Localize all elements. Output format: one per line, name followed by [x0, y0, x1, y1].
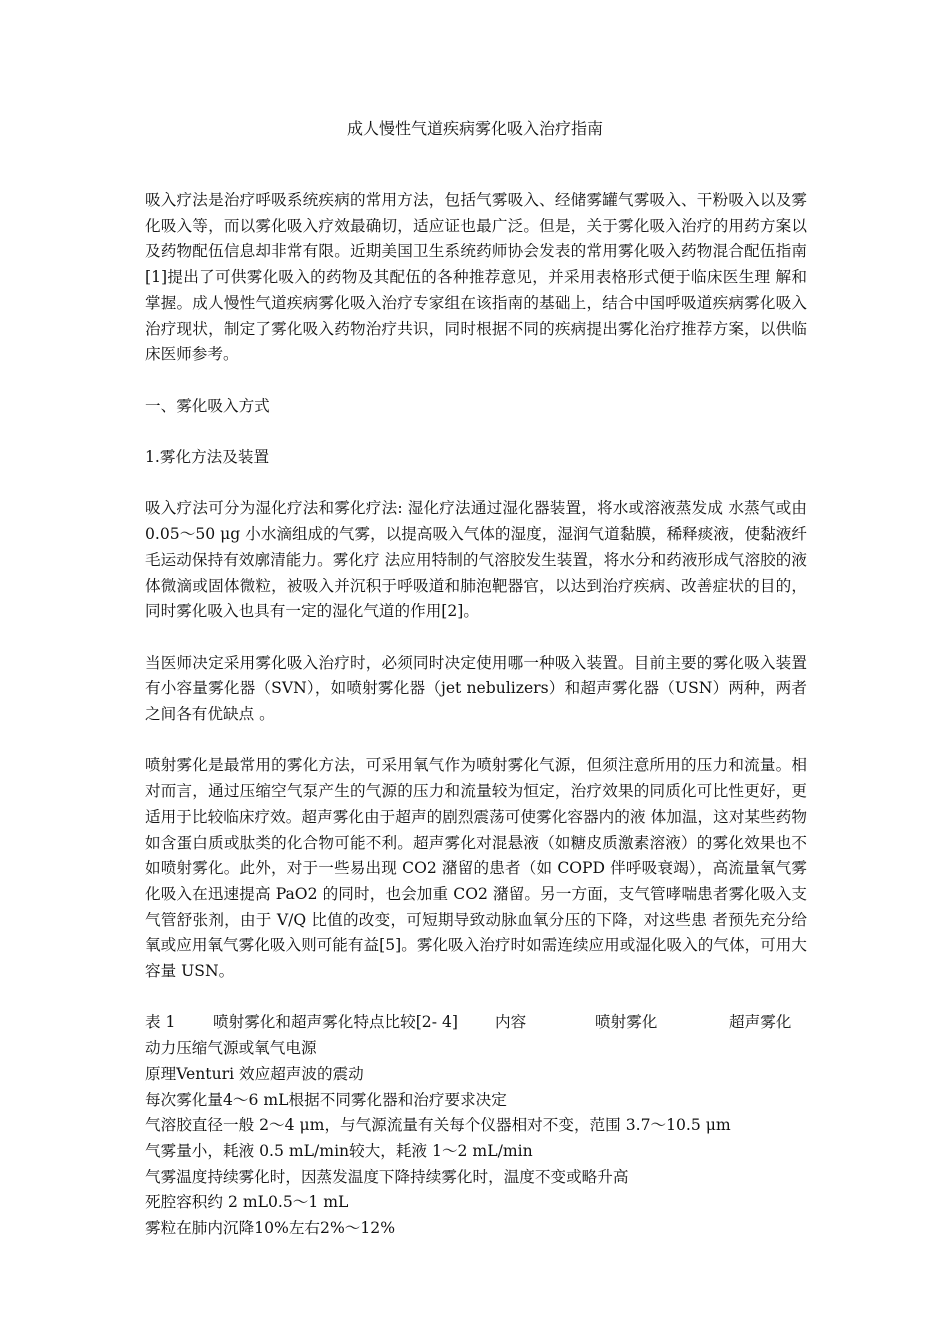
device-choice-paragraph: 当医师决定采用雾化吸入治疗时，必须同时决定使用哪一种吸入装置。目前主要的雾化吸入装置有小容量雾化器（SVN），如喷射雾化器（jet nebulizers）和超声雾化器（USN）两种，两者之间各有优缺点 。	[145, 653, 807, 723]
table-header-item: 内容	[495, 1013, 527, 1032]
table-row	[145, 1139, 807, 1165]
row-item: 气雾量	[145, 1141, 192, 1160]
row-item: 气雾温度	[145, 1167, 208, 1186]
row-usn: 持续雾化时，温度不变或略升高	[410, 1167, 629, 1186]
row-item: 死腔容积	[145, 1193, 208, 1212]
row-item: 原理	[145, 1064, 177, 1083]
table-row	[145, 1113, 807, 1139]
inhalation-therapy-paragraph: 吸入疗法可分为湿化疗法和雾化疗法: 湿化疗法通过湿化器装置，将水或溶液蒸发成 水蒸气或由 0.05～50 μg 小水滴组成的气雾，以提高吸入气体的湿度，湿润气道黏膜，稀释痰液，使黏液纤毛运动保持有效廓清能力。雾化疗 法应用特制的气溶胶发生装置，将水分和药液形成气溶胶的液体微滴或固体微粒，被吸入并沉积于呼吸道和肺泡靶器官，以达到治疗疾病、改善症状的目的，同时雾化吸入也具有一定的湿化气道的作用[2]。	[145, 499, 807, 621]
table-caption	[145, 1010, 807, 1036]
intro-paragraph: 吸入疗法是治疗呼吸系统疾病的常用方法，包括气雾吸入、经储雾罐气雾吸入、干粉吸入以及雾化吸入等，而以雾化吸入疗效最确切，适应证也最广泛。但是，关于雾化吸入治疗的用药方案以及药物配伍信息却非常有限。近期美国卫生系统药师协会发表的常用雾化吸入药物混合配伍指南[1]提出了可供雾化吸入的药物及其配伍的各种推荐意见，并采用表格形式便于临床医生理 解和掌握。成人慢性气道疾病雾化吸入治疗专家组在该指南的基础上，结合中国呼吸道疾病雾化吸入治疗现状，制定了雾化吸入药物治疗共识，同时根据不同的疾病提出雾化治疗推荐方案，以供临床医师参考。	[145, 191, 807, 364]
document-body	[145, 188, 807, 1242]
document-title: 成人慢性气道疾病雾化吸入治疗指南	[346, 119, 603, 138]
row-usn: 根据不同雾化器和治疗要求决定	[288, 1090, 507, 1109]
row-usn: 超声波的震动	[270, 1064, 364, 1083]
table-row	[145, 1036, 807, 1062]
table-row	[145, 1190, 807, 1216]
comparison-table	[145, 1010, 807, 1241]
table-header-jet: 喷射雾化	[595, 1013, 658, 1032]
row-usn: 较大，耗液 1～2 mL/min	[349, 1141, 533, 1160]
table-row	[145, 1165, 807, 1191]
row-jet: 10%左右	[254, 1219, 321, 1238]
section-heading-1: 一、雾化吸入方式	[145, 396, 270, 415]
row-item: 动力	[145, 1039, 177, 1058]
row-usn: 每个仪器相对不变，范围 3.7～10.5 μm	[449, 1116, 731, 1135]
row-item: 气溶胶直径	[145, 1116, 223, 1135]
table-label: 表 1	[145, 1013, 176, 1032]
row-item: 雾粒在肺内沉降	[145, 1219, 255, 1238]
table-row	[145, 1088, 807, 1114]
row-jet: 持续雾化时，因蒸发温度下降	[207, 1167, 411, 1186]
table-header-usn: 超声雾化	[729, 1013, 792, 1032]
row-item: 每次雾化量	[145, 1090, 223, 1109]
row-usn: 0.5～1 mL	[267, 1193, 349, 1212]
jet-nebulization-paragraph: 喷射雾化是最常用的雾化方法，可采用氧气作为喷射雾化气源，但须注意所用的压力和流量。相对而言，通过压缩空气泵产生的气源的压力和流量较为恒定，治疗效果的同质化可比性更好，更适用于比较临床疗效。超声雾化由于超声的剧烈震荡可使雾化容器内的液 体加温，这对某些药物如含蛋白质或肽类的化合物可能不利。超声雾化对混悬液（如糖皮质激素溶液）的雾化效果也不如喷射雾化。此外，对于一些易出现 CO2 潴留的患者（如 COPD 伴呼吸衰竭），高流量氧气雾化吸入在迅速提高 PaO2 的同时，也会加重 CO2 潴留。另一方面，支气管哮喘患者雾化吸入支气管舒张剂，由于 V/Q 比值的改变，可短期导致动脉血氧分压的下降，对这些患 者预先充分给氧或应用氧气雾化吸入则可能有益[5]。雾化吸入治疗时如需连续应用或湿化吸入的气体，可用大容量 USN。	[145, 756, 807, 981]
row-jet: 4～6 mL	[222, 1090, 289, 1109]
row-jet: 约 2 mL	[207, 1193, 268, 1212]
row-jet: Venturi 效应	[176, 1064, 271, 1083]
row-jet: 压缩气源或氧气	[176, 1039, 286, 1058]
row-jet: 一般 2～4 μm，与气源流量有关	[222, 1116, 450, 1135]
subsection-heading-1-1: 1.雾化方法及装置	[145, 448, 270, 466]
row-jet: 小，耗液 0.5 mL/min	[191, 1141, 350, 1160]
table-row	[145, 1062, 807, 1088]
table-title: 喷射雾化和超声雾化特点比较[2- 4]	[213, 1013, 458, 1032]
row-usn: 2%～12%	[320, 1219, 396, 1238]
row-usn: 电源	[285, 1039, 317, 1058]
table-row	[145, 1216, 807, 1242]
